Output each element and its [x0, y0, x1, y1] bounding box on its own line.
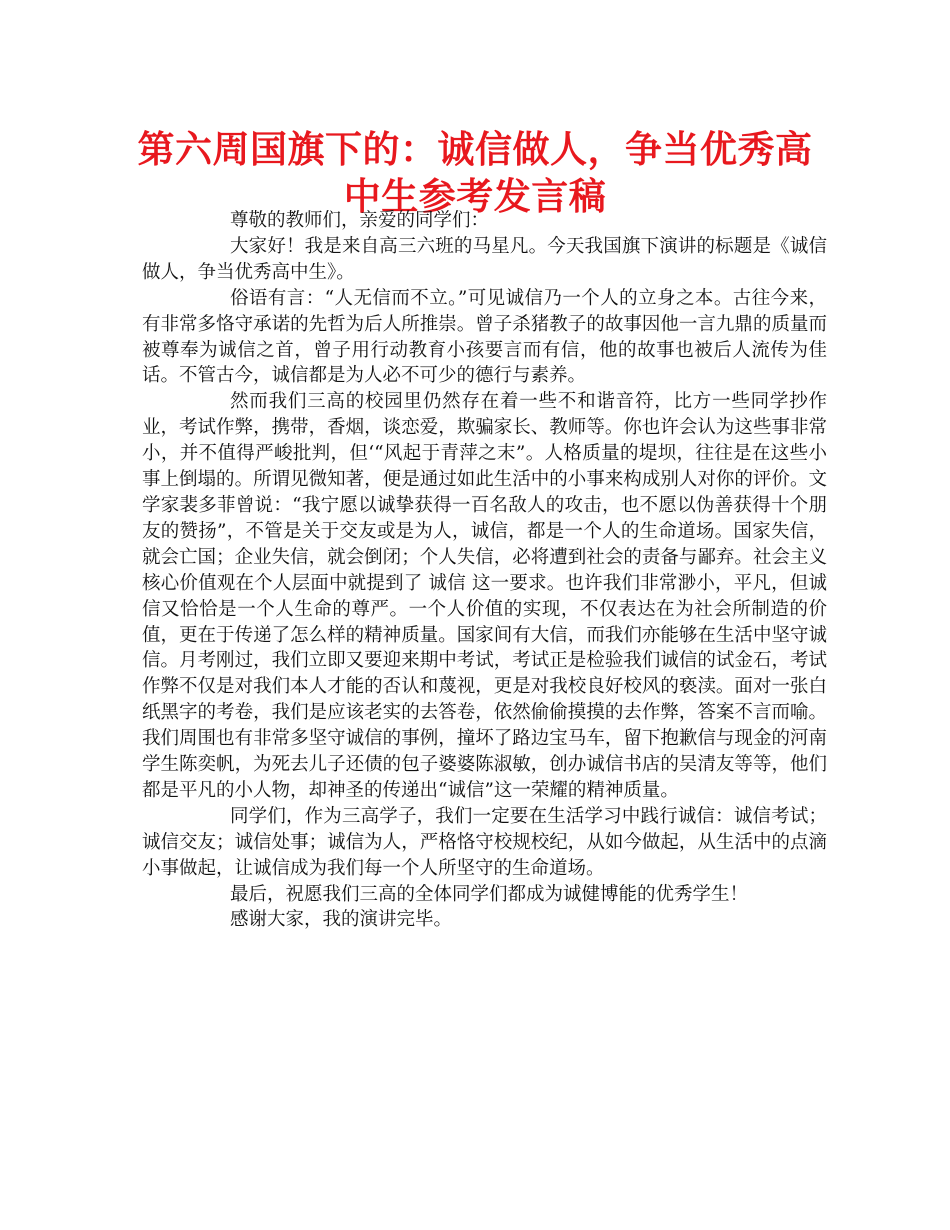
- document-body: [142, 208, 827, 933]
- paragraph-wishes: 最后，祝愿我们三高的全体同学们都成为诚健博能的优秀学生！: [230, 883, 749, 905]
- paragraph-call-to-action: 同学们，作为三高学子，我们一定要在生活学习中践行诚信：诚信考试；诚信交友；诚信处事；诚信为人，严格恪守校规校纪，从如今做起，从生活中的点滴小事做起，让诚信成为我们每一个人所坚守的生命道场。: [142, 805, 827, 879]
- paragraph-closing: 感谢大家，我的演讲完毕。: [230, 909, 453, 931]
- paragraph-main: 然而我们三高的校园里仍然存在着一些不和谐音符，比方一些同学抄作业，考试作弊，携带，香烟，谈恋爱，欺骗家长、教师等。你也许会认为这些事非常小，并不值得严峻批判，但‘“风起于青萍之末”。人格质量的堤坝，往往是在这些小事上倒塌的。所谓见微知著，便是通过如此生活中的小事来构成别人对你的评价。文学家裴多菲曾说：“我宁愿以诚挚获得一百名敌人的攻击，也不愿以伪善获得十个朋友的赞扬”，不管是关于交友或是为人，诚信，都是一个人的生命道场。国家失信，就会亡国；企业失信，就会倒闭；个人失信，必将遭到社会的责备与鄙弃。社会主义核心价值观在个人层面中就提到了 诚信 这一要求。也许我们非常渺小，平凡，但诚信又恰恰是一个人生命的尊严。一个人价值的实现，不仅表达在为社会所制造的价值，更在于传递了怎么样的精神质量。国家间有大信，而我们亦能够在生活中坚守诚信。月考刚过，我们立即又要迎来期中考试，考试正是检验我们诚信的试金石，考试作弊不仅是对我们本人才能的否认和蔑视，更是对我校良好校风的亵渎。面对一张白纸黑字的考卷，我们是应该老实的去答卷，依然偷偷摸摸的去作弊，答案不言而喻。我们周围也有非常多坚守诚信的事例，撞坏了路边宝马车，留下抱歉信与现金的河南学生陈奕帆，为死去儿子还债的包子婆婆陈淑敏，创办诚信书店的吴清友等等，他们都是平凡的小人物，却神圣的传递出“诚信”这一荣耀的精神质量。: [142, 391, 827, 801]
- document-title: 第六周国旗下的：诚信做人，争当优秀高中生参考发言稿: [137, 128, 813, 218]
- paragraph-proverb: 俗语有言：“人无信而不立。”可见诚信乃一个人的立身之本。古往今来，有非常多恪守承诺的先哲为后人所推崇。曾子杀猪教子的故事因他一言九鼎的质量而被尊奉为诚信之首，曾子用行动教育小孩要言而有信，他的故事也被后人流传为佳话。不管古今，诚信都是为人必不可少的德行与素养。: [142, 287, 827, 387]
- paragraph-salutation: 尊敬的教师们，亲爱的同学们：: [230, 210, 490, 231]
- paragraph-introduction: 大家好！我是来自高三六班的马星凡。今天我国旗下演讲的标题是《诚信做人，争当优秀高中生》。: [142, 235, 827, 283]
